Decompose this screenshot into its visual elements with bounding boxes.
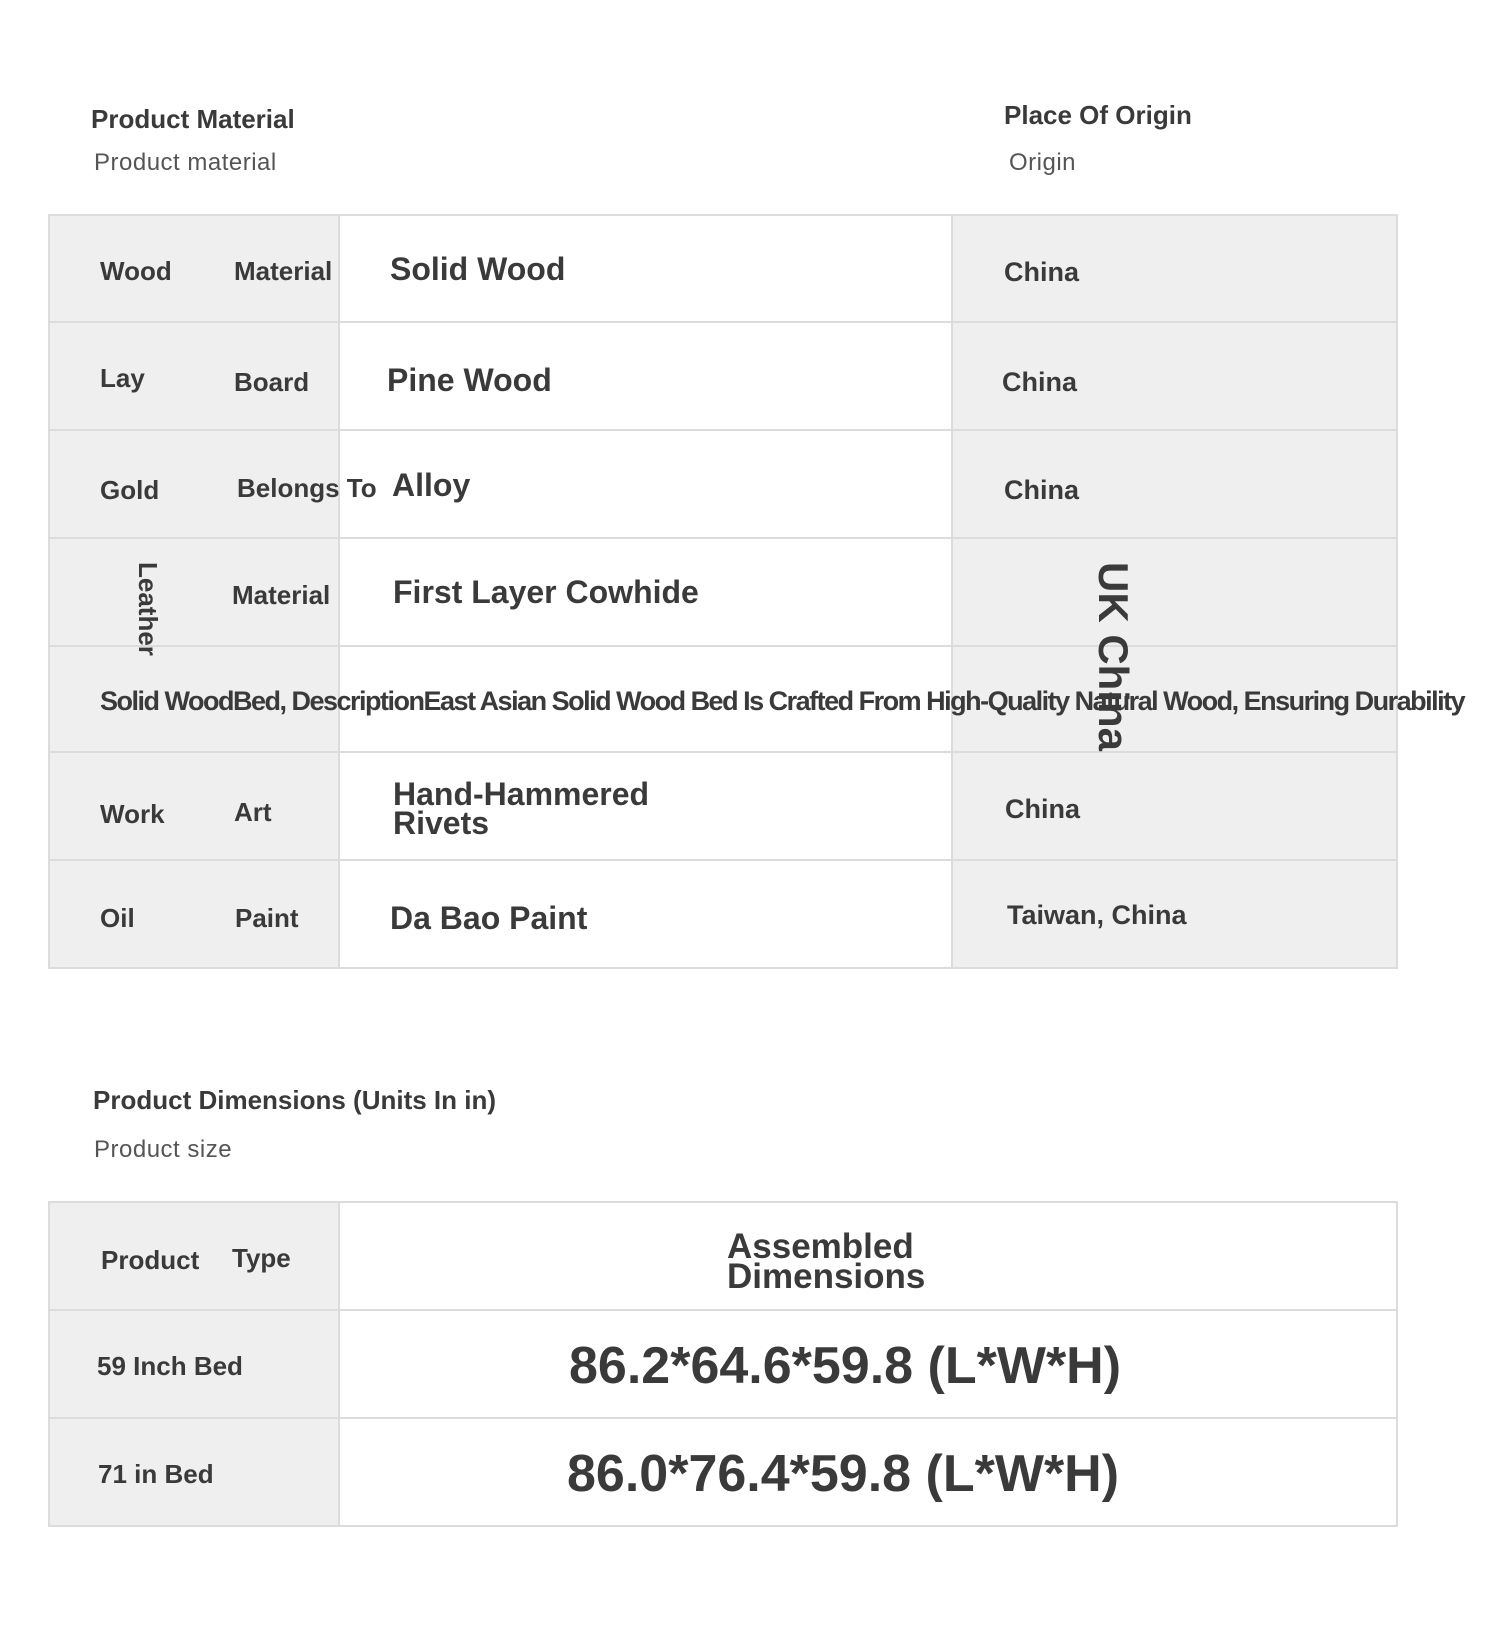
row-wood-label-b: Material [234, 256, 333, 286]
row-leather-value: First Layer Cowhide [393, 574, 699, 610]
row-work-label-b: Art [234, 797, 272, 827]
row-description-label-b: Bed, Description [232, 686, 424, 716]
row-gold-origin: China [1004, 475, 1080, 505]
dimension-header-value-line2: Dimensions [727, 1257, 926, 1296]
row-description-value: East Asian Solid Wood Bed Is Crafted From High-Quality Natural Wood, Ensuring Durability [423, 686, 1465, 716]
row-work-value-line2: Rivets [393, 805, 490, 841]
material-title: Product Material [91, 104, 295, 134]
dimension-subtitle: Product size [94, 1136, 233, 1163]
row-work-label-a: Work [100, 799, 165, 829]
dimension-row-59-label: 59 Inch Bed [97, 1351, 243, 1381]
row-gold-value: Alloy [392, 467, 471, 503]
dimension-header-value-line1: Assembled [727, 1227, 914, 1266]
dimension-row-71-value: 86.0*76.4*59.8 (L*W*H) [567, 1445, 1120, 1503]
row-gold-label-b: Belongs To [237, 473, 377, 503]
material-subtitle: Product material [94, 149, 277, 176]
row-wood-label-a: Wood [100, 256, 172, 286]
row-oil-label-b: Paint [235, 903, 299, 933]
row-leather-label-a: Leather [133, 562, 163, 656]
origin-column [952, 214, 1398, 969]
row-lay-label-b: Board [234, 367, 310, 397]
dimension-header-label-a: Product [101, 1245, 200, 1275]
dimension-row-71-label: 71 in Bed [98, 1459, 214, 1489]
row-oil-label-a: Oil [100, 903, 135, 933]
row-leather-origin: UK China [1090, 562, 1137, 751]
origin-title: Place Of Origin [1004, 100, 1192, 130]
row-work-origin: China [1005, 794, 1081, 824]
dimension-header-value [727, 1227, 926, 1296]
row-work-value [393, 776, 650, 841]
row-description [100, 686, 1500, 717]
row-leather-label-b: Material [232, 580, 331, 610]
row-gold-label-a: Gold [100, 475, 160, 505]
origin-subtitle: Origin [1009, 149, 1077, 176]
row-wood-value: Solid Wood [390, 251, 566, 287]
row-lay-origin: China [1002, 367, 1078, 397]
row-lay-label-a: Lay [100, 363, 145, 393]
row-oil-origin: Taiwan, China [1007, 900, 1187, 930]
dimension-row-59-value: 86.2*64.6*59.8 (L*W*H) [569, 1337, 1122, 1395]
row-wood-origin: China [1004, 257, 1080, 287]
dimension-header-label-b: Type [232, 1243, 291, 1273]
row-lay-value: Pine Wood [387, 362, 552, 398]
row-work-value-line1: Hand-Hammered [393, 776, 650, 812]
dimension-title: Product Dimensions (Units In in) [93, 1085, 497, 1115]
row-description-label-a: Solid Wood [100, 686, 233, 716]
row-oil-value: Da Bao Paint [390, 900, 588, 936]
